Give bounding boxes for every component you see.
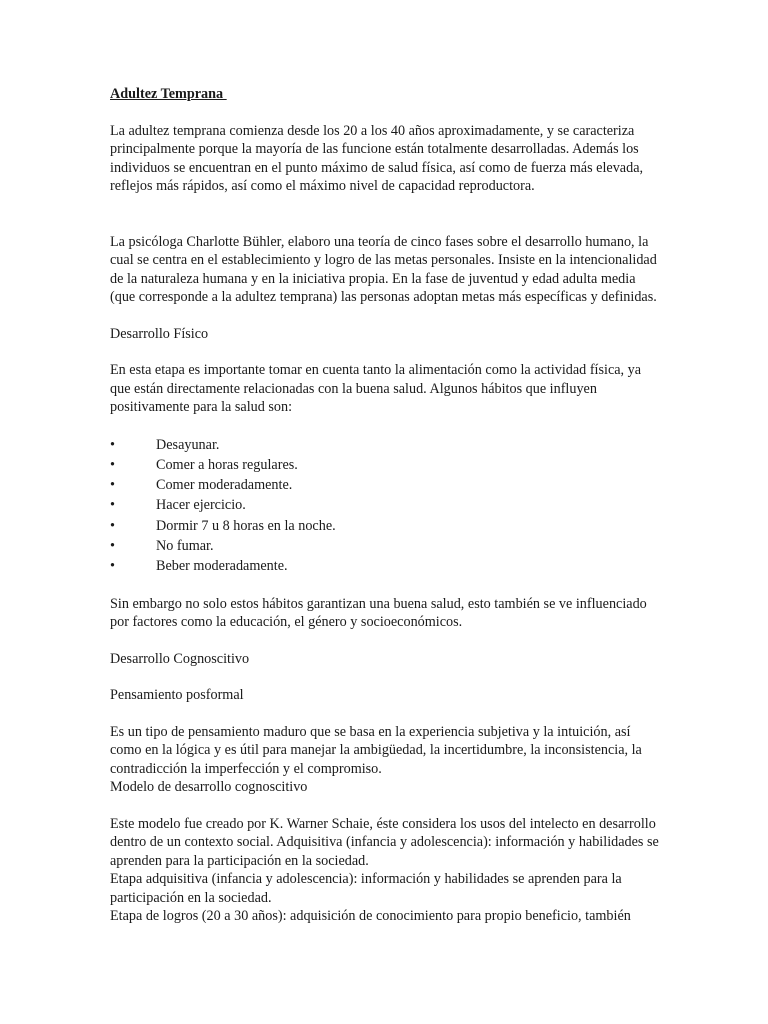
list-item	[110, 516, 662, 536]
bullet-icon: •	[110, 517, 115, 534]
list-item	[110, 475, 662, 495]
habit-text: Comer a horas regulares.	[156, 456, 298, 473]
bullet-icon: •	[110, 477, 115, 494]
habit-text: Beber moderadamente.	[156, 558, 288, 575]
heading-desarrollo-cognoscitivo: Desarrollo Cognoscitivo	[110, 650, 250, 667]
paragraph-schaie: Este modelo fue creado por K. Warner Schaie, éste considera los usos del intelecto en desarrollo dentro de un contexto social. Adquisitiva (infancia y adolescencia): información y habilidades se aprenden para la participación en la sociedad.	[110, 815, 659, 869]
list-item	[110, 556, 662, 576]
habit-text: Desayunar.	[156, 436, 220, 453]
habit-text: Hacer ejercicio.	[156, 497, 246, 514]
list-item	[110, 495, 662, 515]
bullet-icon: •	[110, 537, 115, 554]
paragraph-intro: La adultez temprana comienza desde los 20 a los 40 años aproximadamente, y se caracteriza principalmente porque la mayoría de las funcione están totalmente desarrolladas. Además los individuos se encuentran en el punto máximo de salud física, así como de fuerza más elevada, reflejos más rápidos, así como el máximo nivel de capacidad reproductora.	[110, 122, 644, 194]
heading-pensamiento-posformal: Pensamiento posformal	[110, 687, 244, 704]
paragraph-fisico-intro: En esta etapa es importante tomar en cuenta tanto la alimentación como la actividad física, ya que están directamente relacionadas con la buena salud. Algunos hábitos que influyen positivamente para la salud son:	[110, 362, 642, 415]
heading-desarrollo-fisico: Desarrollo Físico	[110, 325, 209, 342]
paragraph-fisico-outro: Sin embargo no solo estos hábitos garantizan una buena salud, esto también se ve influenciado por factores como la educación, el género y socioeconómicos.	[110, 595, 647, 631]
list-item	[110, 435, 662, 455]
heading-modelo-cognoscitivo: Modelo de desarrollo cognoscitivo	[110, 779, 308, 796]
habit-text: No fumar.	[156, 537, 214, 554]
bullet-icon: •	[110, 558, 115, 575]
habits-list	[110, 435, 662, 577]
bullet-icon: •	[110, 436, 115, 453]
bullet-icon: •	[110, 456, 115, 473]
document-title: Adultez Temprana	[110, 86, 227, 102]
bullet-icon: •	[110, 497, 115, 514]
list-item	[110, 455, 662, 475]
paragraph-etapa-adquisitiva: Etapa adquisitiva (infancia y adolescencia): información y habilidades se aprenden para la participación en la sociedad.	[110, 871, 622, 906]
habit-text: Comer moderadamente.	[156, 477, 293, 494]
paragraph-buhler: La psicóloga Charlotte Bühler, elaboro una teoría de cinco fases sobre el desarrollo humano, la cual se centra en el establecimiento y logro de las metas personales. Insiste en la intencionalidad de la naturaleza humana y en la iniciativa propia. En la fase de juventud y edad adulta media (que corresponde a la adultez temprana) las personas adoptan metas más específicas y definidas.	[110, 233, 657, 305]
paragraph-etapa-logros: Etapa de logros (20 a 30 años): adquisición de conocimiento para propio beneficio, también	[110, 908, 631, 925]
habit-text: Dormir 7 u 8 horas en la noche.	[156, 517, 336, 534]
list-item	[110, 536, 662, 556]
document-body	[110, 85, 662, 926]
paragraph-posformal: Es un tipo de pensamiento maduro que se basa en la experiencia subjetiva y la intuición, así como en la lógica y es útil para manejar la ambigüedad, la incertidumbre, la inconsistencia, la contradicción la imperfección y el compromiso.	[110, 723, 642, 777]
